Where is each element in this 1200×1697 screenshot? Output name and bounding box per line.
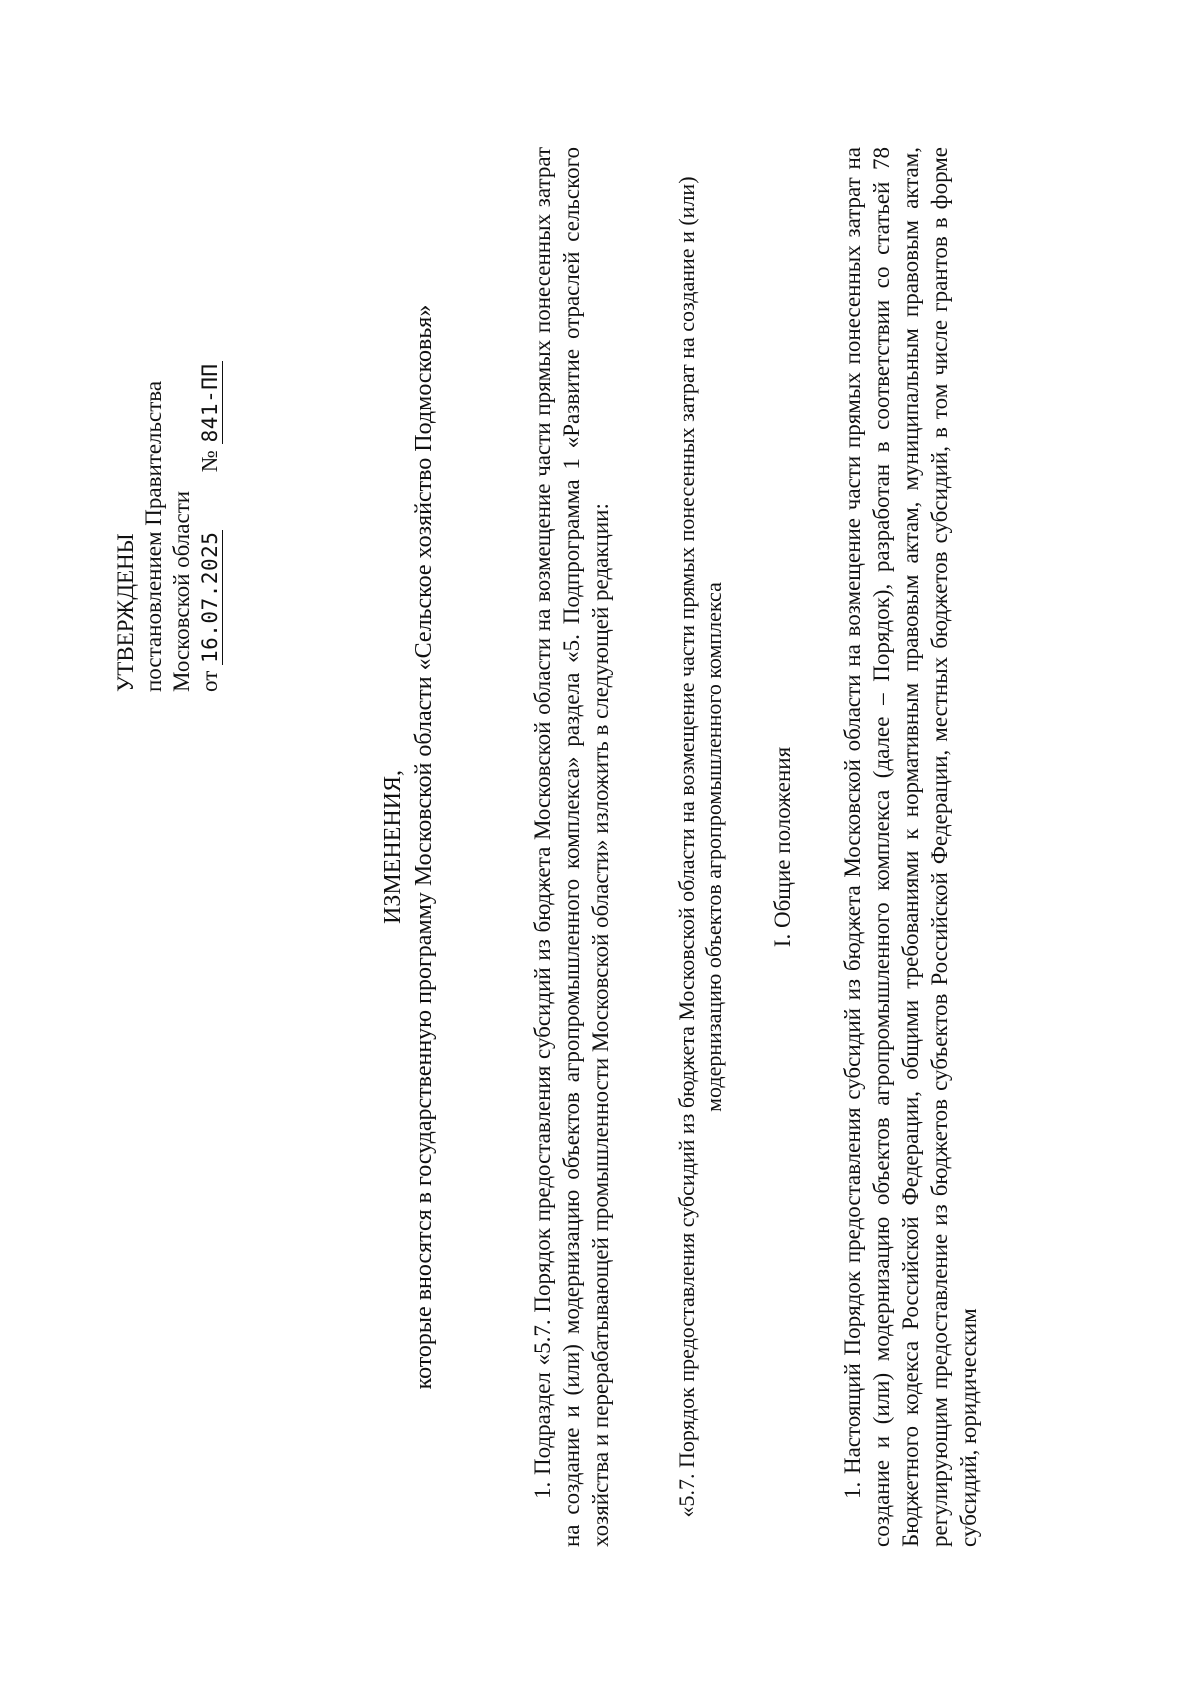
approval-block: [112, 132, 224, 692]
approval-number: 841-ПП: [198, 363, 222, 443]
title-subheading: которые вносятся в государственную программу Московской области «Сельское хозяйство Подмосковья»: [411, 304, 437, 1390]
number-sign: №: [197, 450, 222, 473]
document-title: [378, 257, 440, 1437]
approval-date: 16.07.2025: [198, 531, 222, 663]
approval-date-line: [196, 132, 224, 692]
approval-line: Московской области: [169, 490, 194, 692]
paragraph-2: 1. Настоящий Порядок предоставления субсидий из бюджета Московской области на возмещение части прямых понесенных затрат на создание и (или) модернизацию объектов агропромышленного комплекса (далее – Порядок), разработан в соответствии со статьей 78 Бюджетного кодекса Российской Федерации, общими требованиями к нормативным правовым актам, муниципальным правовым актам, регулирующим предоставление из бюджетов субъектов Российской Федерации, местных бюджетов субсидий, в том числе грантов в форме субсидий, юридическим: [840, 147, 981, 1547]
approval-line: постановлением Правительства: [141, 380, 166, 692]
from-label: от: [197, 670, 222, 692]
subsection-title: «5.7. Порядок предоставления субсидий из бюджета Московской области на возмещение части прямых понесенных затрат на создание и (или) модернизацию объектов агропромышленного комплекса: [674, 176, 726, 1518]
paragraph-1: 1. Подраздел «5.7. Порядок предоставления субсидий из бюджета Московской области на возмещение части прямых понесенных затрат на создание и (или) модернизацию объектов агропромышленного комплекса» раздела «5. Подпрограмма 1 «Развитие отраслей сельского хозяйства и перерабатывающей промышленности Московской области» изложить в следующей редакции:: [530, 147, 613, 1547]
approval-heading: УТВЕРЖДЕНЫ: [113, 533, 138, 692]
title-heading: ИЗМЕНЕНИЯ,: [380, 769, 406, 925]
section-heading: I. Общие положения: [770, 746, 795, 948]
